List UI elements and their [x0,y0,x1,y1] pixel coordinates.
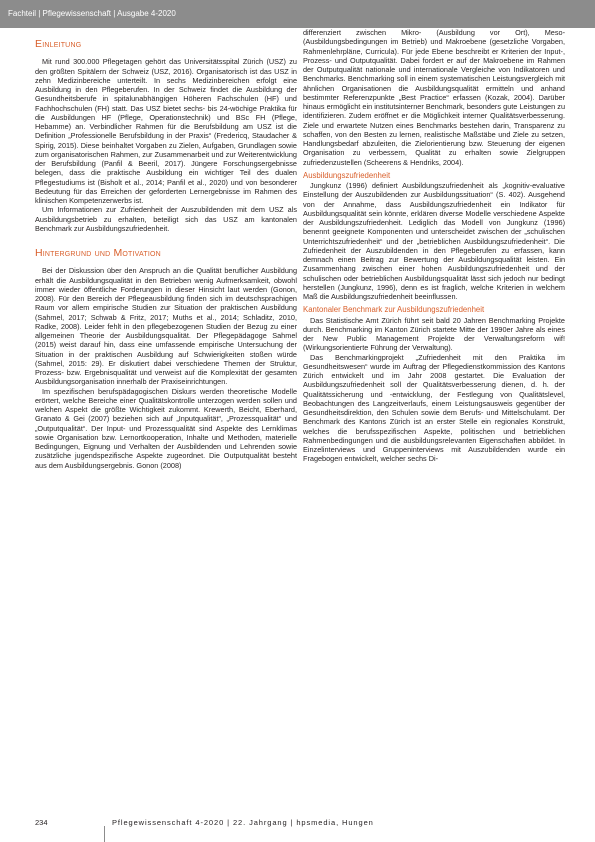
paragraph: differenziert zwischen Mikro- (Ausbildung vor Ort), Meso- (Ausbildungsbedingungen im Betrieb) und Makroebene (gesetzliche Vorgaben, Rahmenlehrpläne, Curricula). Für jede Ebene beschreibt er Kriterien der Input-, Prozess- und Outputqualität. Dabei fordert er auf der Makroebene im Rahmen der Outputqualität nationale und internationale Vergleiche von Indikatoren und Benchmarks. Benchmarking soll in einem systematischen Leistungsvergleich mit ähnlichen Organisationen die Ausbildungsqualität ermitteln und anhand bestimmter Referenzpunkte „Best Practice“ erfassen (Kozak, 2004). Darüber hinaus ermöglicht ein institutsinterner Benchmark, besonders gute Leistungen zu identifizieren. Zudem eröffnet er die Möglichkeit interner Qualitätsverbesserung. Ziele und erwartete Nutzen eines Benchmarks bestehen darin, Transparenz zu schaffen, von den Besten zu lernen, realistische Maßstäbe und Ziele zu setzen, Handlungsbedarf abzuleiten, die Zielorientierung bzw. Steuerung der eigenen Organisation zu verbessern, Qualität zu erhalten sowie Zielgruppen zufriedenzustellen (Scheerens & Hendriks, 2004). [303,28,565,167]
paragraph: Das Statistische Amt Zürich führt seit bald 20 Jahren Benchmarking Projekte durch. Benchmarking im Kanton Zürich startete Mitte der 1990er Jahre als eines der New Public Management Projekte der Verwaltungsreform wif! (Wirkungsorientierte Führung der Verwaltung). [303,315,565,353]
journal-footer: Pflegewissenschaft 4-2020 | 22. Jahrgang | hpsmedia, Hungen [112,818,374,827]
right-column [303,28,565,464]
paragraph: Mit rund 300.000 Pflegetagen gehört das Universitätsspital Zürich (USZ) zu den größten Spitälern der Schweiz (USZ, 2016). Organisatorisch ist das USZ in zehn Medizinbereiche unterteilt. In sechs Medizinbereichen erfolgt eine Ausbildung in den Pflegeberufen. In der Schweiz findet die Ausbildung der Gesundheitsberufe in spitalunabhängigen Höheren Fachschulen (HF) und Fachhochschulen (FH) statt. Das USZ bietet sechs- bis 24-wöchige Praktika für die Ausbildungen HF (Pflege, Operationstechnik) und BSc FH (Pflege, Hebamme) an. Verbindlicher Rahmen für die Berufsbildung am USZ ist die Definition „Professionelle Berufsbildung in der Praxis“ (Fredericq, Staudacher & Spirig, 2015). Diese beinhaltet Vorgaben zu Zielen, Aufgaben, Grundlagen sowie zum organisatorischen Rahmen, zur Zusammenarbeit und zur Weiterentwicklung der Berufsbildung (Panfil & Beeril, 2017). Jüngere Forschungsergebnisse belegen, dass die praktische Ausbildung ein wichtiger Teil des dualen Pflegestudiums ist (Bisholt et al., 2014; Panfil et al., 2020) und von besonderer Bedeutung für das Erreichen der geforderten Lernergebnisse im Rahmen des klinischen Kompetenzerwerbs ist. [35,57,297,205]
paragraph: Jungkunz (1996) definiert Ausbildungszufriedenheit als „kognitiv-evaluative Einstellung der Auszubildenden zur Ausbildungssituation“ (S. 402). Ausgehend von der Annahme, dass Ausbildungszufriedenheit ein Indikator für Ausbildungsqualität sein könnte, erklären diverse Modelle verschiedene Aspekte der Ausbildungszufriedenheit. Lediglich das Modell von Jungkunz (1996) benennt geeignete Komponenten und unterscheidet zwischen der „schulischen Unterrichtszufriedenheit“ und der „betrieblichen Ausbildungszufriedenheit“. Die Zufriedenheit der Auszubildenden in den Pflegeberufen zu erfassen, kann demnach einen Beitrag zur Bewertung der Ausbildungsqualität leisten. Ein Zusammenhang zwischen einer hohen Ausbildungszufriedenheit und der schulischen oder betrieblichen Ausbildungsqualität lässt sich jedoch nur bedingt herstellen (Jungkunz, 1996), denn es ist fraglich, welche Kriterien in welchem Maß die Ausbildungszufriedenheit beeinflussen. [303,181,565,301]
running-header [0,0,595,28]
section-title-einleitung: Einleitung [35,38,82,50]
page-number: 234 [35,818,48,827]
paragraph: Das Benchmarkingprojekt „Zufriedenheit mit den Praktika im Gesundheitswesen“ wurde im Auftrag der Pflegedienstkommission des Kantons Zürich entwickelt und im Jahr 2008 gestartet. Die Evaluation der Ausbildungszufriedenheit soll der Qualitätsverbesserung dienen, d. h. der Qualitätssicherung und -entwicklung, der Festlegung von Qualitätslevel, Beobachtungen des Langzeitverlaufs, einem Leistungsausweis gegenüber der Gesundheitsdirektion, den Schulen sowie dem Berufs- und Mittelschulamt. Der Benchmark des Kantons Zürich ist an erster Stelle ein regionales Konstrukt, welches die berufsspezifischen Aspekte, politischen und betrieblichen Rahmenbedingungen und die ausbildungsrelevanten Eigenschaften abbildet. In Einzelinterviews und Gruppeninterviews mit Auszubildenden wurde ein Fragebogen entwickelt, welcher sechs Di- [303,352,565,464]
paragraph: Im spezifischen berufspädagogischen Diskurs werden theoretische Modelle erörtert, welche Bereiche einer Qualitätskontrolle unterzogen werden sollen und welchen Aspekt die größte Wichtigkeit zukommt. Krewerth, Beicht, Eberhard, Granato & Gei (2007) beziehen sich auf „Inputqualität“, „Prozessqualität“ und „Outputqualität“. Der Input- und Prozessqualität sind Aspekte des Lernklimas sowie Organisation bzw. Lernortkooperation, Inhalte und Methoden, materielle Bedingungen, Eignung und Verhalten der Ausbildenden und Lehrenden sowie zusätzliche jugendspezifische Aspekte zugeordnet. Die Outputqualität besteht aus dem Ausbildungsergebnis. Gonon (2008) [35,386,297,470]
subsection-title-ausbildungszufriedenheit: Ausbildungszufriedenheit [303,170,391,180]
subsection-title-kantonaler-benchmark: Kantonaler Benchmark zur Ausbildungszufriedenheit [303,305,485,315]
running-header-text: Fachteil | Pflegewissenschaft | Ausgabe 4-2020 [8,9,176,18]
paragraph: Bei der Diskussion über den Anspruch an die Qualität beruflicher Ausbildung erhält die Ausbildungsqualität in den Betrieben wenig Aufmerksamkeit, obwohl immer wieder öffentliche Forderungen in dieser Hinsicht laut werden (Gonon, 2008). Für den Bereich der Pflegeausbildung finden sich im deutschsprachigen Raum vor allem empirische Studien zur Situation der praktischen Ausbildung (Sahmel, 2017; Schwab & Fritz, 2017; Muths et al., 2014; Schladitz, 2010, Radke, 2008). Leider fehlt in den pflegebezogenen Studien der Bezug zu einer allgemeinen Theorie der Ausbildungsqualität. Der Pflegepädagoge Sahmel (2015) weist darauf hin, dass eine umfassende empirische Untersuchung der Situation in der praktischen Ausbildung auf Schwierigkeiten stoßen würde (Sahmel, 2015: 29). Er diskutiert dabei verschiedene Themen der Struktur, Prozess- bzw. Ergebnisqualität und verweist auf die Komplexität der gesamten Ausbildungsorganisation innerhalb der Praxiseinrichtungen. [35,266,297,387]
paragraph: Um Informationen zur Zufriedenheit der Auszubildenden mit dem USZ als Ausbildungsbetrieb zu erhalten, beteiligt sich das USZ am kantonalen Benchmark zur Ausbildungszufriedenheit. [35,205,297,233]
section-title-hintergrund: Hintergrund und Motivation [35,247,161,259]
left-column [35,40,297,470]
footer-divider [104,826,105,842]
